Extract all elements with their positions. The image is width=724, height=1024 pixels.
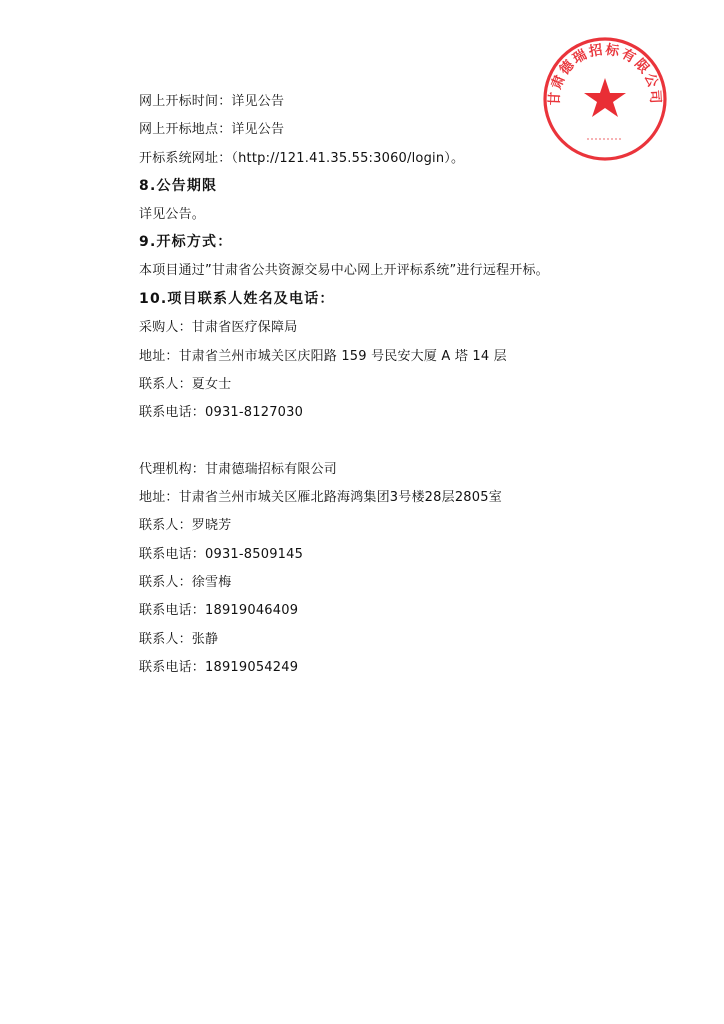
agency-contact-person-2: 联系人：徐雪梅 [139,575,232,590]
agency-contact-person-1: 联系人：罗晓芳 [139,518,232,533]
agency-contact-phone-1: 联系电话：0931-8509145 [139,547,304,562]
agency-address: 地址：甘肃省兰州市城关区雁北路海鸿集团3号楼28层2805室 [139,490,502,505]
purchaser-contact-phone: 联系电话：0931-8127030 [139,405,304,420]
seal-star-icon [584,78,626,117]
section-heading-announcement-period: 8.公告期限 [139,178,218,194]
seal-text: 甘肃德瑞招标有限公司 [546,41,664,106]
section-heading-contacts: 10.项目联系人姓名及电话： [139,291,335,307]
section-heading-bid-opening-method: 9.开标方式： [139,234,233,250]
purchaser-name: 采购人：甘肃省医疗保障局 [139,320,298,335]
agency-contact-phone-2: 联系电话：18919046409 [139,603,299,618]
bid-opening-method-text: 本项目通过”甘肃省公共资源交易中心网上开评标系统”进行远程开标。 [139,263,549,278]
purchaser-contact-person: 联系人：夏女士 [139,377,232,392]
company-seal [541,35,669,163]
bid-opening-location: 网上开标地点：详见公告 [139,122,285,137]
purchaser-address: 地址：甘肃省兰州市城关区庆阳路 159 号民安大厦 A 塔 14 层 [139,349,507,364]
agency-contact-person-3: 联系人：张静 [139,632,219,647]
agency-name: 代理机构：甘肃德瑞招标有限公司 [139,462,338,477]
bid-system-url: 开标系统网址：（http://121.41.35.55:3060/login）。 [139,151,465,166]
agency-contact-phone-3: 联系电话：18919054249 [139,660,299,675]
bid-opening-time: 网上开标时间：详见公告 [139,94,285,109]
announcement-period-text: 详见公告。 [139,207,206,222]
